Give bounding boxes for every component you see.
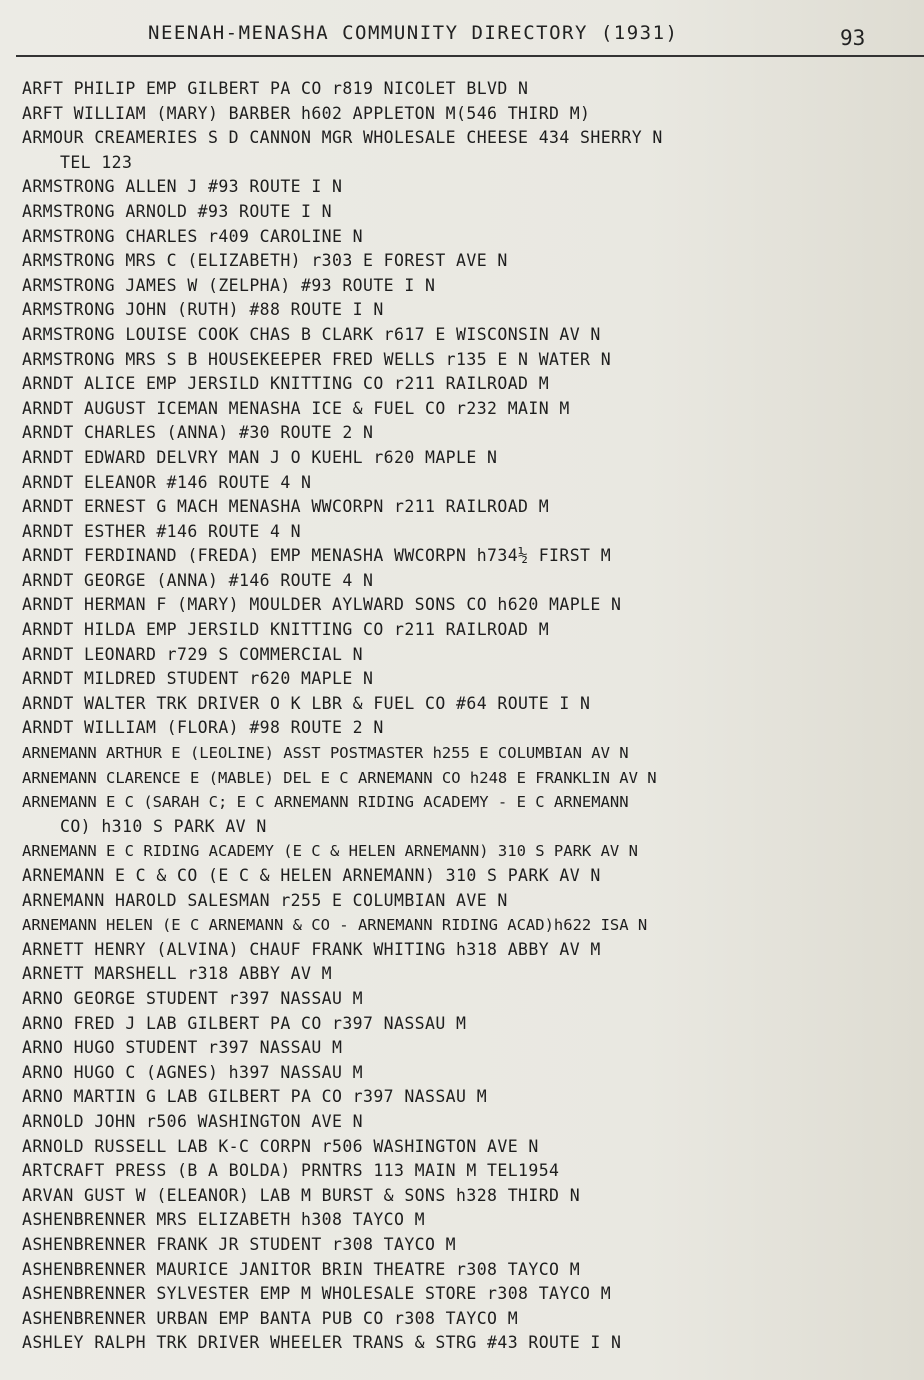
directory-entry: ARMSTRONG JOHN (RUTH) #88 ROUTE I N [22, 300, 384, 320]
page-number: 93 [840, 26, 866, 50]
directory-entry: ARFT PHILIP EMP GILBERT PA CO r819 NICOLET BLVD N [22, 79, 529, 98]
directory-entry: ARNOLD RUSSELL LAB K-C CORPN r506 WASHINGTON AVE N [22, 1136, 539, 1156]
directory-entry: ARNDT WALTER TRK DRIVER O K LBR & FUEL CO #64 ROUTE I N [22, 693, 591, 713]
directory-entry: ARMSTRONG CHARLES r409 CAROLINE N [22, 226, 364, 246]
header-rule [16, 55, 924, 57]
directory-title: NEENAH-MENASHA COMMUNITY DIRECTORY (1931) [148, 22, 679, 44]
directory-entry: ARNO HUGO STUDENT r397 NASSAU M [22, 1038, 343, 1058]
directory-entry: ARNDT AUGUST ICEMAN MENASHA ICE & FUEL CO r232 MAIN M [22, 398, 570, 418]
directory-entry: ARMOUR CREAMERIES S D CANNON MGR WHOLESALE CHEESE 434 SHERRY N [22, 128, 663, 148]
directory-entry: ARNETT HENRY (ALVINA) CHAUF FRANK WHITING h318 ABBY AV M [22, 939, 601, 959]
directory-entry: ARNO HUGO C (AGNES) h397 NASSAU M [22, 1062, 364, 1082]
directory-entry: ARMSTRONG LOUISE COOK CHAS B CLARK r617 E WISCONSIN AV N [22, 324, 601, 344]
directory-entry: ARNDT ERNEST G MACH MENASHA WWCORPN r211 RAILROAD M [22, 497, 550, 517]
directory-entry: ARNOLD JOHN r506 WASHINGTON AVE N [22, 1111, 364, 1131]
directory-entry: ARNO MARTIN G LAB GILBERT PA CO r397 NASSAU M [22, 1087, 488, 1107]
directory-entry: ARNDT HILDA EMP JERSILD KNITTING CO r211 RAILROAD M [22, 620, 550, 640]
directory-entry: ASHENBRENNER FRANK JR STUDENT r308 TAYCO M [22, 1234, 457, 1254]
directory-entry: ARNDT ALICE EMP JERSILD KNITTING CO r211 RAILROAD M [22, 374, 550, 394]
directory-entry: ARNEMANN E C (SARAH C; E C ARNEMANN RIDING ACADEMY - E C ARNEMANN [22, 793, 629, 812]
directory-entry: ARMSTRONG MRS S B HOUSEKEEPER FRED WELLS r135 E N WATER N [22, 349, 612, 369]
directory-entry: ARNDT CHARLES (ANNA) #30 ROUTE 2 N [22, 423, 374, 443]
directory-entry: ARNDT FERDINAND (FREDA) EMP MENASHA WWCORPN h734½ FIRST M [22, 546, 612, 566]
directory-entry-continuation: CO) h310 S PARK AV N [60, 816, 267, 836]
directory-entry: ASHENBRENNER URBAN EMP BANTA PUB CO r308 TAYCO M [22, 1308, 519, 1328]
directory-entry: ARMSTRONG ALLEN J #93 ROUTE I N [22, 177, 343, 197]
directory-entry: ASHENBRENNER SYLVESTER EMP M WHOLESALE STORE r308 TAYCO M [22, 1284, 612, 1304]
directory-entry: ASHENBRENNER MAURICE JANITOR BRIN THEATRE r308 TAYCO M [22, 1259, 581, 1279]
directory-entry: ARNDT GEORGE (ANNA) #146 ROUTE 4 N [22, 570, 374, 590]
directory-entry: ARNDT ELEANOR #146 ROUTE 4 N [22, 472, 312, 492]
directory-entry: ARNDT WILLIAM (FLORA) #98 ROUTE 2 N [22, 718, 384, 738]
directory-entry: ARNEMANN E C RIDING ACADEMY (E C & HELEN ARNEMANN) 310 S PARK AV N [22, 842, 638, 861]
page-header [0, 18, 924, 58]
directory-entry: ARNO FRED J LAB GILBERT PA CO r397 NASSAU M [22, 1013, 467, 1033]
directory-entries [0, 77, 924, 1356]
directory-entry: ARNEMANN E C & CO (E C & HELEN ARNEMANN) 310 S PARK AV N [22, 866, 601, 885]
directory-entry: ASHLEY RALPH TRK DRIVER WHEELER TRANS & STRG #43 ROUTE I N [22, 1333, 622, 1353]
directory-entry: ARNDT HERMAN F (MARY) MOULDER AYLWARD SONS CO h620 MAPLE N [22, 595, 622, 615]
directory-entry: ARTCRAFT PRESS (B A BOLDA) PRNTRS 113 MAIN M TEL1954 [22, 1161, 560, 1181]
directory-entry: ARMSTRONG MRS C (ELIZABETH) r303 E FOREST AVE N [22, 251, 508, 271]
directory-entry: ARMSTRONG JAMES W (ZELPHA) #93 ROUTE I N [22, 275, 436, 295]
directory-entry: ARNETT MARSHELL r318 ABBY AV M [22, 964, 333, 984]
directory-entry: ARNDT MILDRED STUDENT r620 MAPLE N [22, 669, 374, 689]
directory-entry: ARNEMANN ARTHUR E (LEOLINE) ASST POSTMASTER h255 E COLUMBIAN AV N [22, 744, 629, 763]
directory-entry: ARNEMANN HELEN (E C ARNEMANN & CO - ARNEMANN RIDING ACAD)h622 ISA N [22, 916, 648, 935]
directory-entry: ARNDT LEONARD r729 S COMMERCIAL N [22, 644, 364, 664]
directory-entry: ASHENBRENNER MRS ELIZABETH h308 TAYCO M [22, 1210, 426, 1230]
directory-entry: ARNO GEORGE STUDENT r397 NASSAU M [22, 988, 364, 1008]
directory-entry: ARVAN GUST W (ELEANOR) LAB M BURST & SONS h328 THIRD N [22, 1185, 581, 1205]
directory-entry: ARNDT EDWARD DELVRY MAN J O KUEHL r620 MAPLE N [22, 447, 498, 467]
directory-entry-continuation: TEL 123 [60, 152, 133, 172]
directory-entry: ARNEMANN CLARENCE E (MABLE) DEL E C ARNEMANN CO h248 E FRANKLIN AV N [22, 768, 657, 787]
directory-entry: ARMSTRONG ARNOLD #93 ROUTE I N [22, 201, 333, 221]
directory-entry: ARNDT ESTHER #146 ROUTE 4 N [22, 521, 302, 541]
directory-entry: ARNEMANN HAROLD SALESMAN r255 E COLUMBIAN AVE N [22, 890, 508, 910]
directory-entry: ARFT WILLIAM (MARY) BARBER h602 APPLETON M(546 THIRD M) [22, 103, 591, 123]
